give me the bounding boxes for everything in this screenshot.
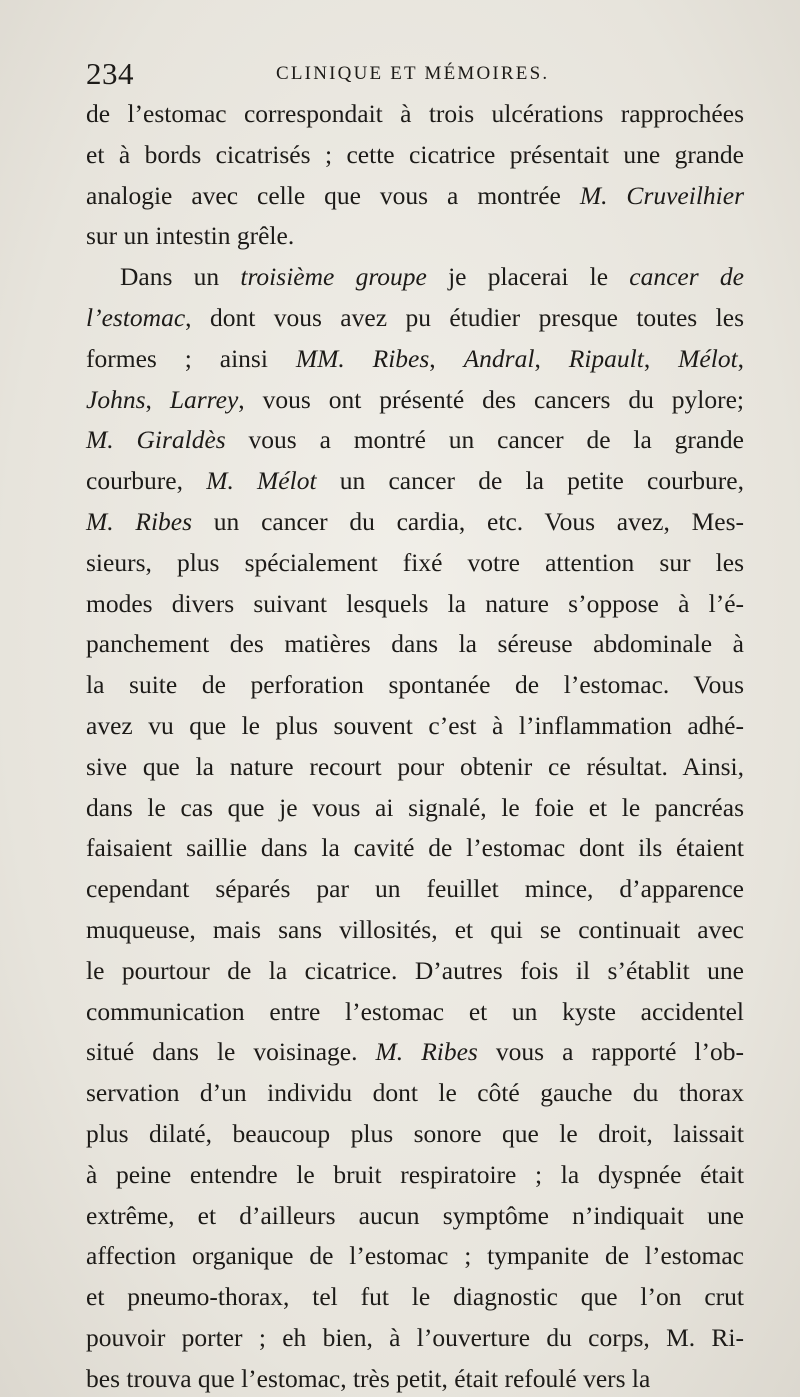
text-span: extrême, et d’ailleurs aucun symptôme n’indiquait une <box>86 1200 744 1230</box>
text-line <box>86 380 744 421</box>
text-line <box>86 1318 744 1359</box>
italic-span: Andral <box>463 343 535 373</box>
text-span: courbure, <box>86 466 207 496</box>
text-span: , dont vous avez pu étudier presque toutes les <box>185 302 744 332</box>
text-span: un cancer du cardia, etc. Vous avez, Mes- <box>192 506 745 536</box>
text-line <box>86 992 744 1033</box>
italic-span: M. Ribes <box>86 506 193 536</box>
text-line <box>86 706 744 747</box>
italic-span: M. Mélot <box>206 466 317 496</box>
text-span: sur un intestin grêle. <box>86 221 295 251</box>
text-line <box>86 1196 744 1237</box>
text-line <box>86 1073 744 1114</box>
text-span: situé dans le voisinage. <box>86 1037 376 1067</box>
text-span: de l’estomac correspondait à trois ulcérations rapprochées <box>86 99 744 128</box>
body-text <box>86 94 744 1397</box>
text-line <box>86 665 744 706</box>
page-header <box>86 56 726 96</box>
text-span: cependant séparés par un feuillet mince, d’apparence <box>86 874 744 904</box>
text-span: sive que la nature recourt pour obtenir ce résultat. Ainsi, <box>86 751 744 781</box>
text-span: je placerai le <box>426 262 630 292</box>
text-line <box>86 584 744 625</box>
text-span: , <box>145 384 170 414</box>
text-span: vous a rapporté l’ob- <box>477 1037 744 1067</box>
text-line <box>86 747 744 788</box>
text-line <box>86 869 744 910</box>
text-line <box>86 1032 744 1073</box>
text-line <box>86 910 744 951</box>
text-span: , <box>534 343 569 373</box>
text-span: , <box>643 343 679 373</box>
text-line <box>86 257 744 298</box>
text-line <box>86 1277 744 1318</box>
italic-span: troisième groupe <box>240 262 427 292</box>
text-span: un cancer de la petite courbure, <box>316 466 744 496</box>
text-line <box>86 339 744 380</box>
text-span: et à bords cicatrisés ; cette cicatrice présentait une grande <box>86 139 744 169</box>
running-head: CLINIQUE ET MÉMOIRES. <box>276 63 550 84</box>
italic-span: Johns <box>86 384 146 414</box>
text-line <box>86 1236 744 1277</box>
text-span: et pneumo-thorax, tel fut le diagnostic que l’on crut <box>86 1282 744 1312</box>
page-number: 234 <box>86 56 134 91</box>
text-span: , <box>737 343 745 373</box>
italic-span: MM. Ribes <box>295 343 430 373</box>
text-span: avez vu que le plus souvent c’est à l’inflammation adhé- <box>86 710 744 740</box>
text-span: sieurs, plus spécialement fixé votre attention sur les <box>86 547 744 577</box>
text-span: à peine entendre le bruit respiratoire ; la dyspnée était <box>86 1159 744 1189</box>
text-line <box>86 176 744 217</box>
italic-span: cancer de <box>629 262 744 292</box>
text-line <box>86 624 744 665</box>
italic-span: M. Ribes <box>375 1037 478 1067</box>
text-line <box>86 788 744 829</box>
text-span: le pourtour de la cicatrice. D’autres fois il s’établit une <box>86 955 744 985</box>
italic-span: M. Giraldès <box>86 425 226 455</box>
text-line <box>86 216 744 257</box>
text-span: communication entre l’estomac et un kyste accidentel <box>86 996 744 1026</box>
text-span: servation d’un individu dont le côté gauche du thorax <box>86 1078 744 1108</box>
text-span: vous a montré un cancer de la grande <box>225 425 744 455</box>
text-line <box>86 298 744 339</box>
text-span: affection organique de l’estomac ; tympanite de l’estomac <box>86 1241 744 1271</box>
text-line <box>86 461 744 502</box>
text-line <box>86 543 744 584</box>
text-line <box>86 420 744 461</box>
text-line <box>86 502 744 543</box>
text-span: , <box>429 343 464 373</box>
text-line <box>86 135 744 176</box>
text-line <box>86 951 744 992</box>
text-line <box>86 828 744 869</box>
italic-span: Mélot <box>678 343 738 373</box>
text-span: bes trouva que l’estomac, très petit, était refoulé vers la <box>86 1363 651 1393</box>
text-span: panchement des matières dans la séreuse abdominale à <box>86 629 744 659</box>
text-span: dans le cas que je vous ai signalé, le foie et le pancréas <box>86 792 744 822</box>
text-span: , vous ont présenté des cancers du pylore; <box>238 384 745 414</box>
italic-span: l’estomac <box>86 302 186 332</box>
text-line <box>86 1359 744 1397</box>
text-line <box>86 1114 744 1155</box>
text-line <box>86 1155 744 1196</box>
italic-span: Larrey <box>169 384 239 414</box>
text-line <box>86 94 744 135</box>
text-span: Dans un <box>120 262 241 292</box>
text-span: pouvoir porter ; eh bien, à l’ouverture du corps, M. Ri- <box>86 1322 744 1352</box>
text-span: muqueuse, mais sans villosités, et qui se continuait avec <box>86 914 744 944</box>
text-span: analogie avec celle que vous a montrée <box>86 180 580 210</box>
text-span: plus dilaté, beaucoup plus sonore que le droit, laissait <box>86 1118 744 1148</box>
text-span: la suite de perforation spontanée de l’estomac. Vous <box>86 670 744 700</box>
italic-span: Ripault <box>568 343 644 373</box>
text-span: faisaient saillie dans la cavité de l’estomac dont ils étaient <box>86 833 744 863</box>
text-span: modes divers suivant lesquels la nature s’oppose à l’é- <box>86 588 744 618</box>
italic-span: M. Cruveilhier <box>579 180 744 210</box>
text-span: formes ; ainsi <box>86 343 296 373</box>
